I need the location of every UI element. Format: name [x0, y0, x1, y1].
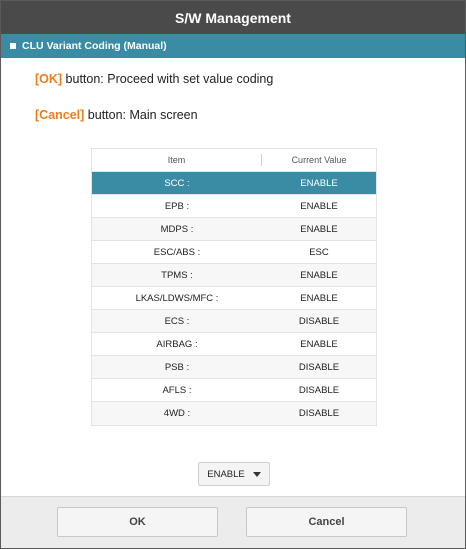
chevron-down-icon: [253, 472, 261, 477]
instruction-ok-text: button: Proceed with set value coding: [62, 72, 274, 86]
table-row[interactable]: [92, 287, 376, 310]
table-row[interactable]: [92, 310, 376, 333]
section-title: CLU Variant Coding (Manual): [22, 40, 167, 52]
row-item-label: EPB :: [164, 200, 190, 212]
cancel-button[interactable]: Cancel: [246, 507, 407, 537]
value-select-label: ENABLE: [207, 468, 245, 480]
instruction-cancel: [35, 108, 198, 122]
table-body: [92, 172, 376, 425]
row-item-label: AIRBAG :: [156, 338, 198, 350]
row-current-value: ESC: [309, 246, 329, 258]
row-item-label: 4WD :: [163, 408, 191, 419]
table-row[interactable]: [92, 379, 376, 402]
row-current-value: ENABLE: [300, 223, 338, 235]
ok-button[interactable]: OK: [57, 507, 218, 537]
dialog-title: [1, 1, 465, 34]
table-row[interactable]: [92, 241, 376, 264]
row-item-label: ECS :: [164, 315, 190, 327]
table-header: [92, 149, 376, 172]
table-row[interactable]: [92, 402, 376, 425]
row-item-label: ESC/ABS :: [153, 246, 201, 258]
variant-table: [91, 148, 377, 426]
row-current-value: DISABLE: [298, 361, 340, 373]
row-current-value: ENABLE: [300, 338, 338, 350]
row-item-label: SCC :: [164, 177, 190, 189]
section-header: [1, 34, 465, 58]
value-select-dropdown[interactable]: [198, 462, 270, 486]
row-current-value: ENABLE: [300, 200, 338, 212]
row-current-value: ENABLE: [300, 177, 338, 189]
instruction-ok: [35, 72, 273, 86]
row-current-value: ENABLE: [300, 292, 338, 304]
table-row[interactable]: [92, 172, 376, 195]
row-item-label: PSB :: [164, 361, 190, 373]
table-row[interactable]: [92, 195, 376, 218]
row-current-value: DISABLE: [298, 408, 340, 419]
row-current-value: ENABLE: [300, 269, 338, 281]
square-bullet-icon: [10, 43, 16, 49]
row-current-value: DISABLE: [298, 315, 340, 327]
table-row[interactable]: [92, 333, 376, 356]
column-header-item: Item: [92, 154, 262, 166]
table-row[interactable]: [92, 356, 376, 379]
instruction-ok-key: [OK]: [35, 72, 63, 86]
table-row[interactable]: [92, 264, 376, 287]
dialog-title-text: S/W Management: [175, 9, 291, 26]
row-item-label: TPMS :: [161, 269, 193, 281]
dialog-footer: [1, 496, 465, 548]
row-current-value: DISABLE: [298, 384, 340, 396]
row-item-label: AFLS :: [162, 384, 192, 396]
instruction-cancel-key: [Cancel]: [35, 108, 85, 122]
row-item-label: LKAS/LDWS/MFC :: [135, 292, 219, 304]
table-row[interactable]: [92, 218, 376, 241]
row-item-label: MDPS :: [160, 223, 194, 235]
column-header-current-value: Current Value: [291, 155, 347, 165]
instruction-cancel-text: button: Main screen: [84, 108, 198, 122]
